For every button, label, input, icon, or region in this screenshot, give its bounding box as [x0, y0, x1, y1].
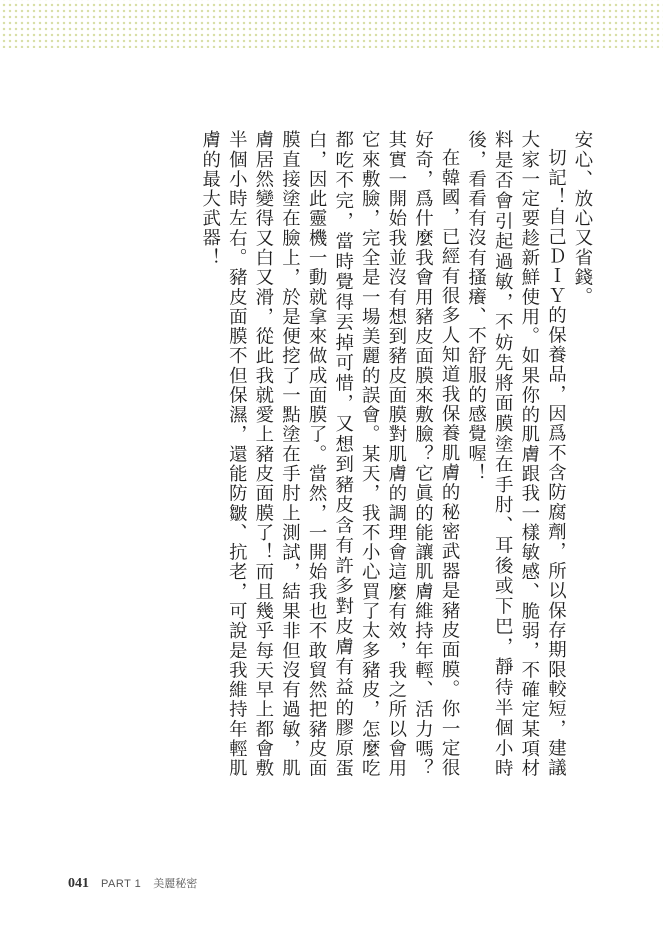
vertical-text-body — [196, 130, 595, 778]
page-number: 041 — [68, 876, 89, 891]
dot-pattern-header — [0, 0, 663, 48]
page-footer — [68, 875, 197, 892]
paragraph-continuation: 安心、放心又省錢。 — [572, 130, 593, 307]
section-title: 美麗秘密 — [153, 878, 198, 890]
paragraph-diy-warning: 切記！自己ＤＩＹ的保養品，因爲不含防腐劑，所以保存期限較短，建議大家一定要趁新鮮使用。如果你的肌膚跟我一樣敏感、脆弱，不確定某項材料是否會引起過敏，不妨先將面膜塗在手肘、耳後或下巴，靜待半個小時後，看看有沒有搔癢、不舒服的感覺喔！ — [465, 130, 567, 778]
part-label: PART 1 — [101, 878, 142, 890]
paragraph-pig-skin-mask: 在韓國，已經有很多人知道我保養肌膚的秘密武器是豬皮面膜。你一定很好奇，爲什麼我會用豬皮面膜來敷臉？它眞的能讓肌膚維持年輕、活力嗎？其實一開始我並沒有想到豬皮面膜對肌膚的調理會這麼有效，我之所以會用它來敷臉，完全是一場美麗的誤會。某天，我不小心買了太多豬皮，怎麼吃都吃不完，當時覺得丟掉可惜，又想到豬皮含有許多對皮膚有益的膠原蛋白，因此靈機一動就拿來做成面膜了。當然，一開始我也不敢貿然把豬皮面膜直接塗在臉上，於是便挖了一點塗在手肘上測試，結果非但沒有過敏，肌膚居然變得又白又滑，從此我就愛上豬皮面膜了！而且幾乎每天早上都會敷半個小時左右。豬皮面膜不但保濕，還能防皺、抗老，可說是我維持年輕肌膚的最大武器！ — [199, 130, 461, 778]
